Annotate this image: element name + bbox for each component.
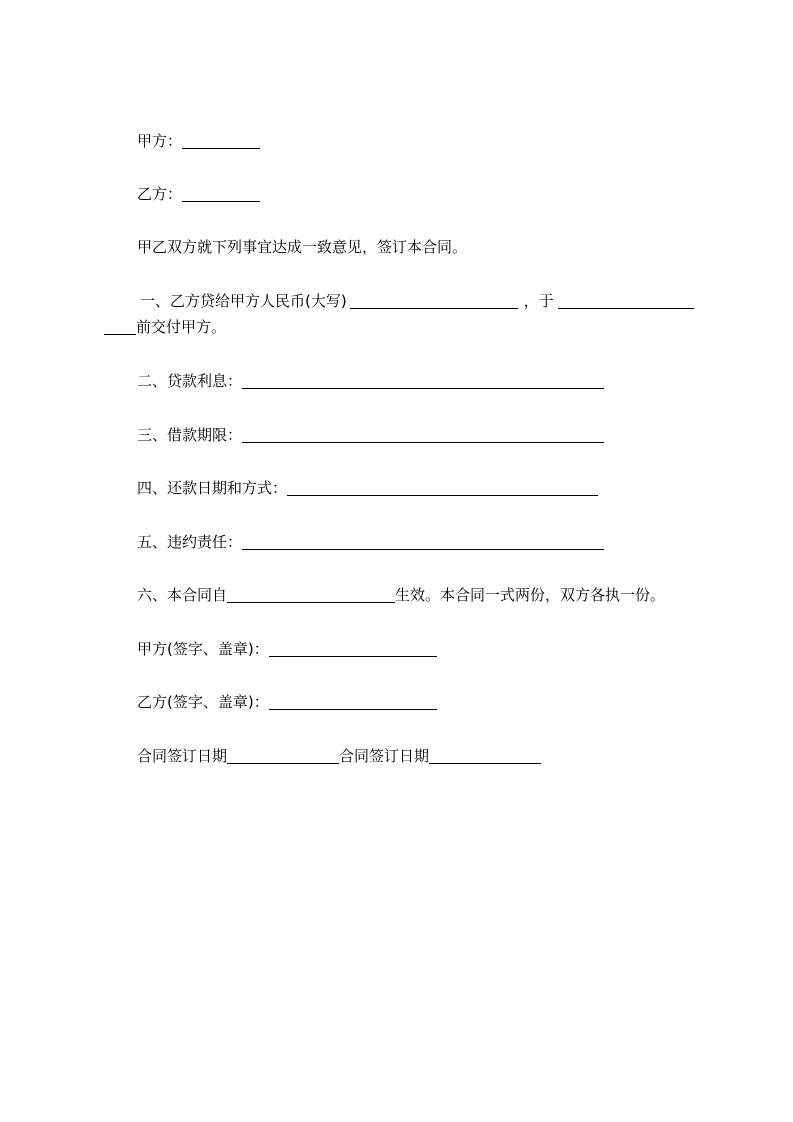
party-b-line	[137, 184, 260, 204]
clause2-blank[interactable]	[242, 372, 604, 389]
clause1-text-c: 前交付甲方。	[136, 318, 227, 336]
clause5-label: 五、违约责任：	[137, 533, 243, 551]
sign-date-blank-a[interactable]	[227, 747, 339, 764]
sign-date-label-a: 合同签订日期	[137, 747, 228, 765]
sign-date-blank-b[interactable]	[429, 747, 541, 764]
clause6-text-a: 六、本合同自	[137, 586, 228, 604]
sign-b-label: 乙方(签字、盖章)：	[137, 693, 269, 711]
clause3-label: 三、借款期限：	[137, 426, 243, 444]
clause4-blank[interactable]	[287, 479, 598, 496]
sign-date-label-b: 合同签订日期	[339, 747, 430, 765]
sign-b-blank[interactable]	[269, 693, 437, 710]
sign-b-line	[137, 692, 437, 712]
clause1-line2	[104, 317, 226, 337]
clause2-label: 二、贷款利息：	[137, 372, 243, 390]
clause3-blank[interactable]	[242, 426, 604, 443]
clause1-date-blank-cont[interactable]	[104, 318, 136, 335]
party-a-label: 甲方：	[137, 132, 183, 150]
party-b-label: 乙方：	[137, 185, 183, 203]
clause6-effective-blank[interactable]	[227, 586, 395, 603]
clause1-text-a: 一、乙方贷给甲方人民币(大写)	[140, 292, 347, 310]
party-a-blank[interactable]	[182, 132, 260, 149]
intro-line	[137, 237, 467, 257]
party-a-line	[137, 131, 260, 151]
sign-a-blank[interactable]	[269, 640, 437, 657]
sign-a-line	[137, 639, 437, 659]
clause6-text-b: 生效。本合同一式两份，双方各执一份。	[395, 586, 666, 604]
clause1-text-b: ，于	[523, 292, 554, 310]
clause5-blank[interactable]	[242, 533, 604, 550]
intro-text: 甲乙双方就下列事宜达成一致意见，签订本合同。	[137, 238, 468, 256]
clause4-line	[137, 478, 598, 498]
clause1-line1	[140, 291, 694, 311]
clause4-label: 四、还款日期和方式：	[137, 479, 288, 497]
clause2-line	[137, 371, 604, 391]
clause6-line	[137, 585, 665, 605]
sign-a-label: 甲方(签字、盖章)：	[137, 640, 269, 658]
clause5-line	[137, 532, 604, 552]
clause1-date-blank[interactable]	[558, 292, 694, 309]
clause3-line	[137, 425, 604, 445]
clause1-amount-blank[interactable]	[350, 292, 518, 309]
sign-date-line	[137, 746, 541, 766]
party-b-blank[interactable]	[182, 185, 260, 202]
